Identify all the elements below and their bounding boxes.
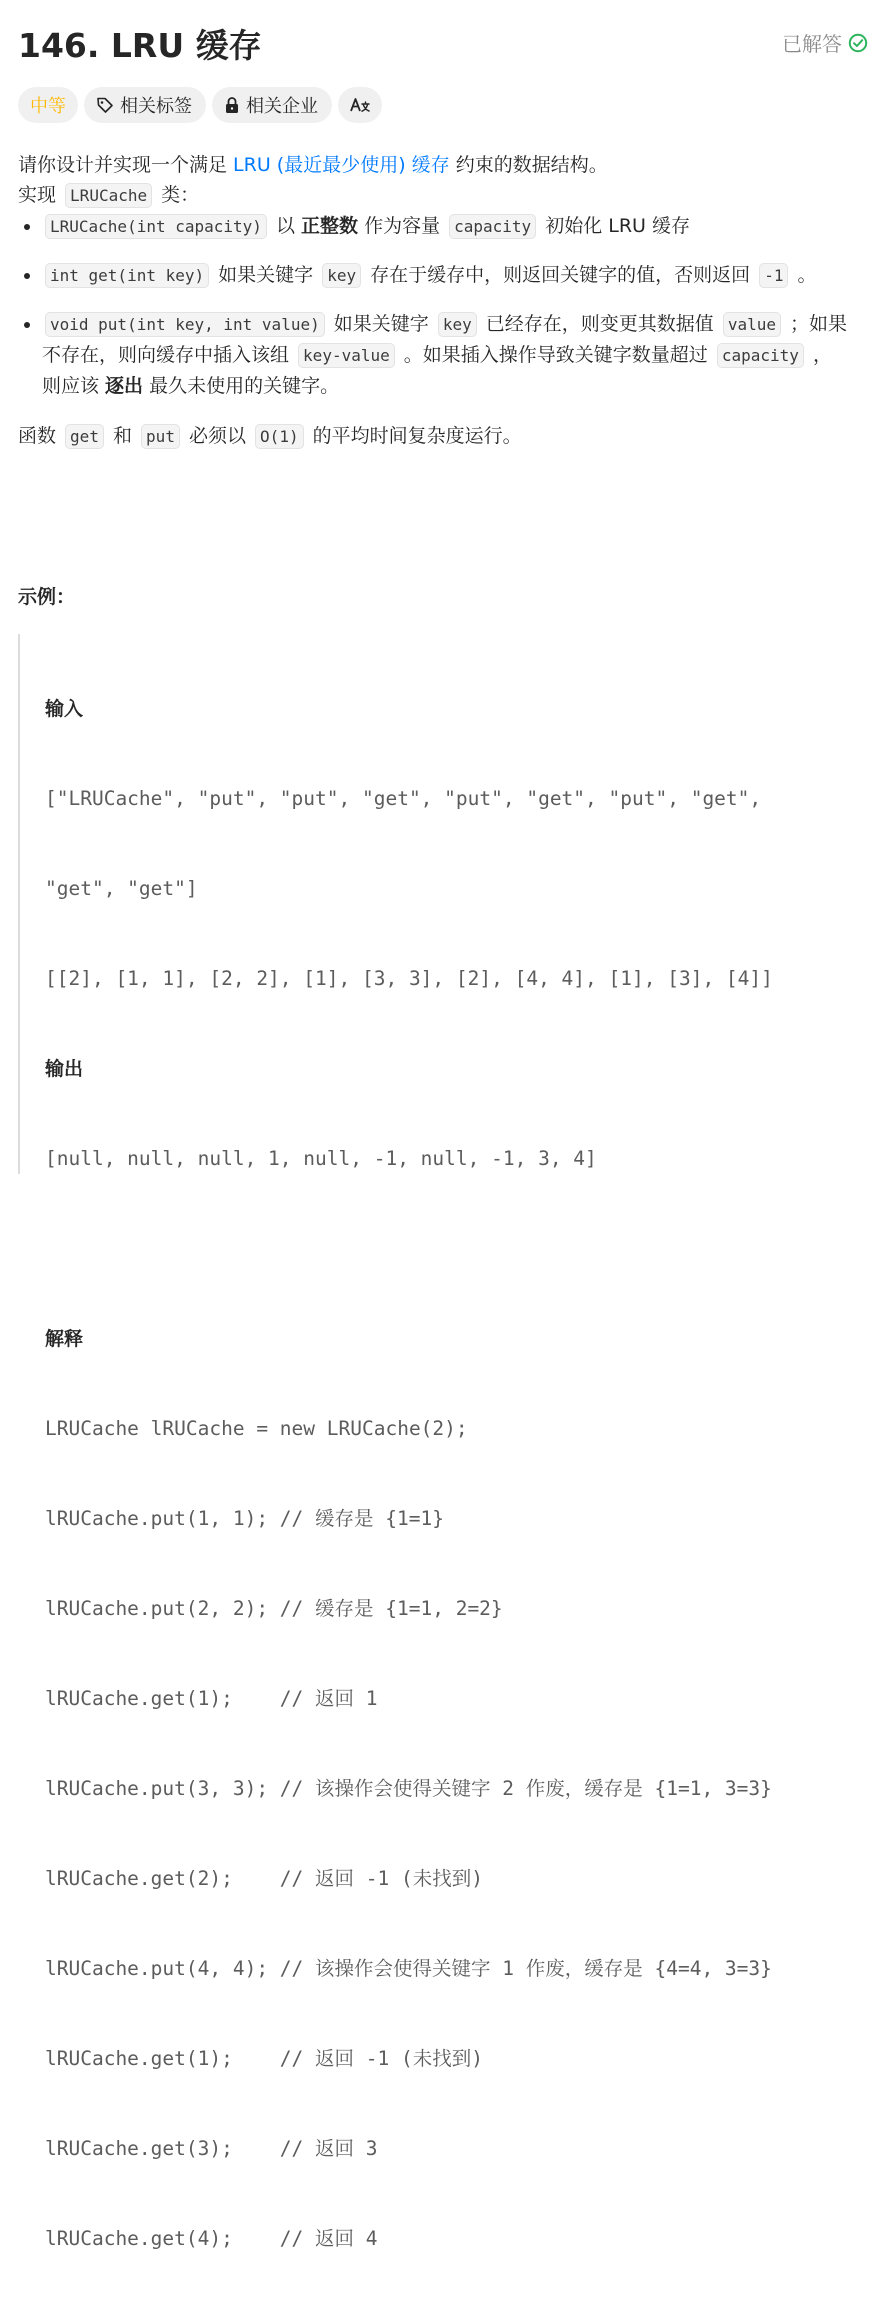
problem-header bbox=[18, 16, 870, 68]
translate-button[interactable] bbox=[338, 87, 382, 123]
explanation-label: 解释 bbox=[45, 1328, 84, 1350]
input-line: ["LRUCache", "put", "put", "get", "put", "get", "put", "get", bbox=[45, 787, 762, 810]
solved-status-label: 已解答 bbox=[782, 32, 842, 56]
related-companies-label: 相关企业 bbox=[246, 96, 318, 117]
input-line: [[2], [1, 1], [2, 2], [1], [3, 3], [2], [4, 4], [1], [3], [4]] bbox=[45, 967, 773, 990]
related-tags-button[interactable] bbox=[84, 87, 206, 123]
list-item: • int get(int key) 如果关键字 key 存在于缓存中，则返回关键字的值，否则返回 -1 。 bbox=[42, 260, 848, 291]
inline-code: key bbox=[322, 263, 361, 288]
inline-code: -1 bbox=[759, 263, 788, 288]
lock-icon bbox=[224, 96, 240, 114]
explanation-line: lRUCache.get(4); // 返回 4 bbox=[45, 2227, 378, 2250]
output-label: 输出 bbox=[45, 1058, 84, 1080]
inline-code: value bbox=[723, 312, 781, 337]
list-item: • void put(int key, int value) 如果关键字 key 已经存在，则变更其数据值 value ；如果不存在，则向缓存中插入该组 key-value 。如果插入操作导致关键字数量超过 capacity ，则应该 逐出 最久未使用的关键字。 bbox=[42, 309, 848, 401]
inline-code: LRUCache bbox=[65, 183, 152, 208]
list-item: • LRUCache(int capacity) 以 正整数 作为容量 capacity 初始化 LRU 缓存 bbox=[42, 211, 848, 242]
difficulty-badge[interactable]: 中等 bbox=[18, 87, 78, 123]
inline-code: capacity bbox=[717, 343, 804, 368]
example-title: 示例： bbox=[18, 586, 76, 608]
output-line: [null, null, null, 1, null, -1, null, -1, 3, 4] bbox=[45, 1147, 597, 1170]
implementation-line: 实现 LRUCache 类： bbox=[18, 184, 200, 206]
explanation-line: lRUCache.get(2); // 返回 -1 (未找到) bbox=[45, 1867, 483, 1890]
solved-status[interactable] bbox=[782, 28, 868, 57]
input-label: 输入 bbox=[45, 698, 84, 720]
example-block bbox=[18, 634, 860, 2250]
method-list bbox=[18, 211, 848, 401]
inline-code: O(1) bbox=[255, 424, 304, 449]
explanation-line: lRUCache.put(2, 2); // 缓存是 {1=1, 2=2} bbox=[45, 1597, 503, 1620]
inline-code: LRUCache(int capacity) bbox=[45, 214, 267, 239]
explanation-line: lRUCache.put(3, 3); // 该操作会使得关键字 2 作废，缓存是 {1=1, 3=3} bbox=[45, 1777, 772, 1800]
input-line: "get", "get"] bbox=[45, 877, 198, 900]
related-companies-button[interactable] bbox=[212, 87, 332, 123]
related-tags-label: 相关标签 bbox=[120, 96, 192, 117]
inline-code: key-value bbox=[298, 343, 395, 368]
inline-code: get bbox=[65, 424, 104, 449]
problem-description bbox=[18, 150, 848, 452]
explanation-line: LRUCache lRUCache = new LRUCache(2); bbox=[45, 1417, 468, 1440]
tag-icon bbox=[96, 96, 114, 114]
spacer bbox=[45, 1234, 855, 1264]
check-circle-icon bbox=[848, 33, 868, 53]
explanation-line: lRUCache.put(1, 1); // 缓存是 {1=1} bbox=[45, 1507, 444, 1530]
complexity-line: 函数 get 和 put 必须以 O(1) 的平均时间复杂度运行。 bbox=[18, 425, 522, 447]
problem-title[interactable]: 146. LRU 缓存 bbox=[18, 26, 262, 65]
inline-code: void put(int key, int value) bbox=[45, 312, 325, 337]
intro-paragraph: 请你设计并实现一个满足 LRU (最近最少使用) 缓存 约束的数据结构。 bbox=[18, 154, 608, 176]
explanation-line: lRUCache.get(3); // 返回 3 bbox=[45, 2137, 378, 2160]
example-content[interactable] bbox=[45, 634, 855, 2314]
explanation-line: lRUCache.get(1); // 返回 1 bbox=[45, 1687, 378, 1710]
explanation-line: lRUCache.put(4, 4); // 该操作会使得关键字 1 作废，缓存是 {4=4, 3=3} bbox=[45, 1957, 772, 1980]
inline-code: key bbox=[438, 312, 477, 337]
inline-code: capacity bbox=[449, 214, 536, 239]
explanation-line: lRUCache.get(1); // 返回 -1 (未找到) bbox=[45, 2047, 483, 2070]
inline-code: int get(int key) bbox=[45, 263, 209, 288]
problem-tags bbox=[18, 87, 382, 123]
lru-cache-link[interactable]: LRU (最近最少使用) 缓存 bbox=[233, 154, 450, 176]
translate-icon bbox=[349, 95, 371, 115]
inline-code: put bbox=[141, 424, 180, 449]
